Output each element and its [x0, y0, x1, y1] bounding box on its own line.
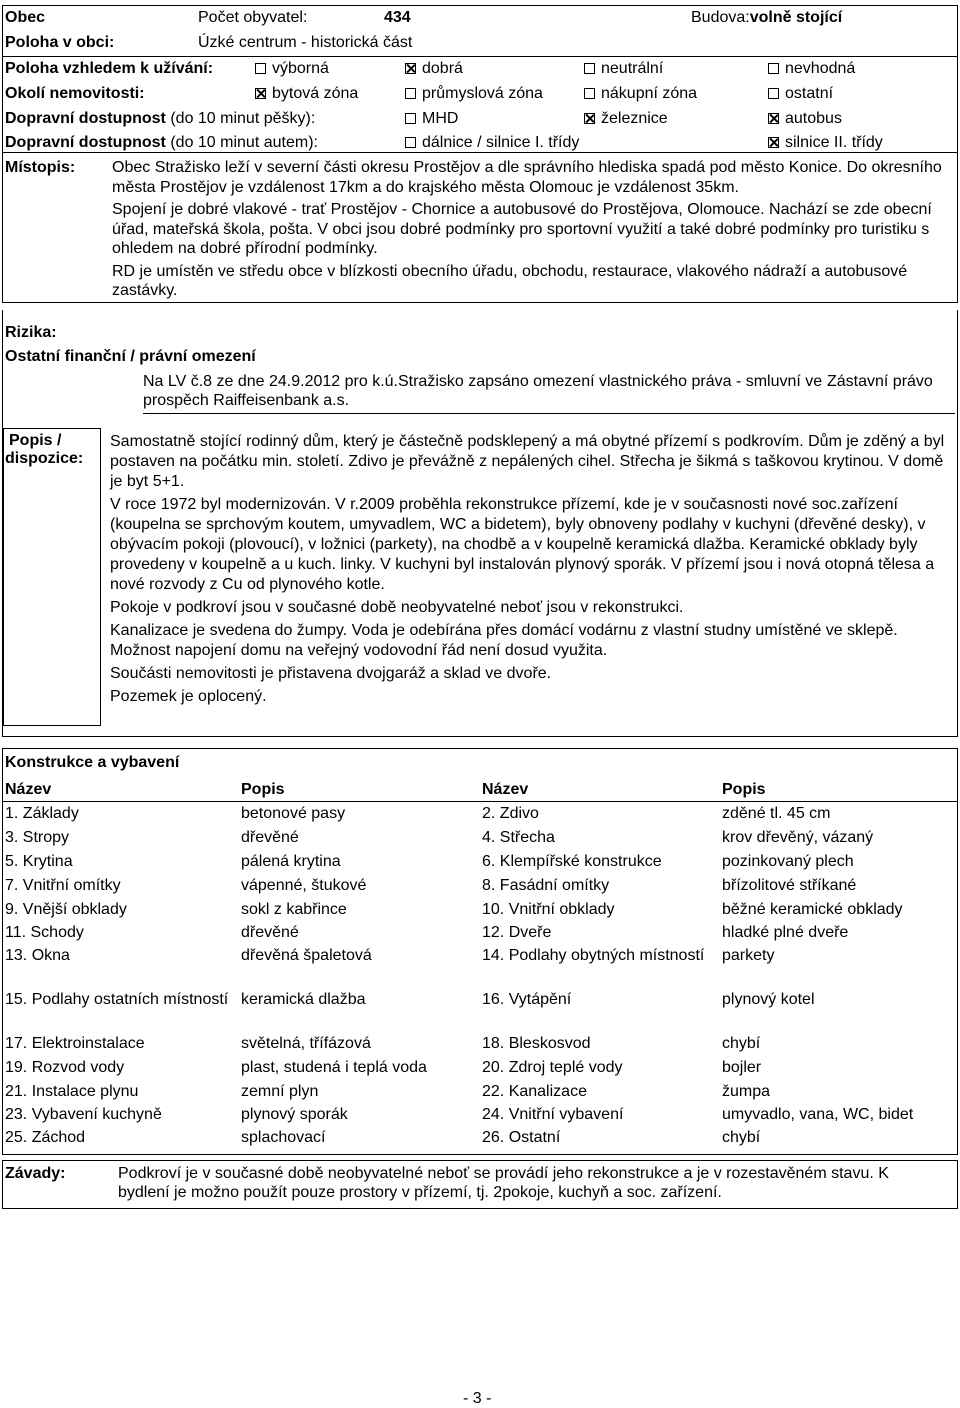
option-ostatni[interactable]: ostatní: [768, 84, 833, 103]
table-cell-popis: dřevěné: [241, 829, 299, 846]
table-cell-popis: krov dřevěný, vázaný: [722, 829, 874, 846]
table-cell-popis: parkety: [722, 947, 775, 964]
checkbox-icon[interactable]: [768, 63, 779, 74]
omezeni-type: Zástavní právo: [827, 373, 933, 390]
table-header-nazev: Název: [5, 781, 52, 798]
option-nakupni-zona[interactable]: nákupní zóna: [584, 84, 697, 103]
table-cell-nazev: 9. Vnější obklady: [5, 901, 127, 918]
budova-value: volně stojící: [749, 9, 843, 26]
popis-paragraph: V roce 1972 byl modernizován. V r.2009 proběhla rekonstrukce přízemí, kde je v současnosti nové soc.zařízení (koupelna se sprchovým koutem, umyvadlem, WC a bidetem), byly obnoveny podlahy v kuchyni (dřevěné desky), v obývacím pokoji (plovoucí), v ložnici (parkety), na chodbě a v koupelně keramická dlažba. Keramické obklady byly provedeny v koupelně a u kuch. linky. V kuchyni byl instalován plynový sporák. V přízemí jsou i nová otopná tělesa a nové rozvody z Cu od plynového kotle.: [110, 496, 935, 593]
checkbox-icon[interactable]: [768, 88, 779, 99]
table-cell-popis: vápenné, štukové: [241, 877, 367, 894]
mistopis-paragraph: Spojení je dobré vlakové - trať Prostějov - Chornice a autobusové do Prostějova, Olomouce. Nachází se zde obecní úřad, mateřská škola, pošta. V obci jsou dobré podmínky pro sportovní využití a také dobré podmínky pro turistiku s ohledem na dobré přírodní podmínky.: [112, 201, 932, 257]
table-cell-popis: chybí: [722, 1129, 761, 1146]
table-cell-nazev: 1. Základy: [5, 805, 79, 822]
checkbox-checked-icon[interactable]: [405, 63, 416, 74]
popis-paragraph: Pokoje v podkroví jsou v současné době neobyvatelné neboť jsou v rekonstrukci.: [110, 599, 684, 616]
table-cell-popis: hladké plné dveře: [722, 924, 849, 941]
table-cell-popis: plast, studená i teplá voda: [241, 1059, 427, 1076]
obec-label: Obec: [5, 9, 46, 26]
table-cell-nazev: 5. Krytina: [5, 853, 73, 870]
poloha-obec-label: Poloha v obci:: [5, 34, 115, 51]
table-cell-nazev: 23. Vybavení kuchyně: [5, 1106, 162, 1123]
table-cell-popis: dřevěné: [241, 924, 299, 941]
poloha-obec-value: Úzké centrum - historická část: [198, 34, 413, 51]
table-cell-nazev: 11. Schody: [5, 924, 84, 941]
table-cell-nazev: 20. Zdroj teplé vody: [482, 1059, 623, 1076]
table-cell-nazev: 15. Podlahy ostatních místností: [5, 991, 229, 1008]
table-cell-nazev: 25. Záchod: [5, 1129, 86, 1146]
table-cell-nazev: 22. Kanalizace: [482, 1083, 587, 1100]
table-cell-nazev: 18. Bleskosvod: [482, 1035, 591, 1052]
mistopis-label: Místopis:: [5, 159, 76, 176]
zavady-label: Závady:: [5, 1165, 66, 1182]
checkbox-icon[interactable]: [255, 63, 266, 74]
checkbox-checked-icon[interactable]: [768, 113, 779, 124]
option-zeleznice[interactable]: železnice: [584, 109, 668, 128]
table-cell-popis: umyvadlo, vana, WC, bidet: [722, 1106, 914, 1123]
table-cell-popis: plynový kotel: [722, 991, 815, 1008]
table-cell-popis: plynový sporák: [241, 1106, 348, 1123]
popis-label-line1: Popis /: [9, 432, 62, 449]
table-cell-nazev: 16. Vytápění: [482, 991, 572, 1008]
table-cell-nazev: 3. Stropy: [5, 829, 70, 846]
option-dalnice[interactable]: dálnice / silnice I. třídy: [405, 133, 579, 152]
zavady-text: Podkroví je v současné době neobyvatelné neboť se provádí jeho rekonstrukce a je v rozestavěném stavu. K bydlení je možno použít pouze prostory v přízemí, tj. 2pokoje, kuchyň a soc. zařízení.: [118, 1165, 889, 1201]
popis-label-line2: dispozice:: [5, 450, 84, 467]
table-cell-nazev: 7. Vnitřní omítky: [5, 877, 121, 894]
table-cell-nazev: 17. Elektroinstalace: [5, 1035, 145, 1052]
option-bytova-zona[interactable]: bytová zóna: [255, 84, 358, 103]
table-cell-popis: chybí: [722, 1035, 761, 1052]
option-silnice-ii[interactable]: silnice II. třídy: [768, 133, 883, 152]
dop-auto-label: Dopravní dostupnost (do 10 minut autem):: [5, 134, 318, 151]
table-cell-popis: sokl z kabřince: [241, 901, 347, 918]
popis-paragraph: Samostatně stojící rodinný dům, který je částečně podsklepený a má obytné přízemí s podkrovím. Dům je zděný a byl postaven na počátku min. století. Zdivo je převážně z nepálených cihel. Střecha je šikmá s taškovou krytinou. V domě je byt 5+1.: [110, 433, 945, 490]
table-cell-popis: betonové pasy: [241, 805, 346, 822]
table-cell-popis: břízolitové stříkané: [722, 877, 857, 894]
checkbox-checked-icon[interactable]: [584, 113, 595, 124]
table-cell-nazev: 21. Instalace plynu: [5, 1083, 139, 1100]
checkbox-icon[interactable]: [405, 113, 416, 124]
table-cell-popis: zemní plyn: [241, 1083, 319, 1100]
popis-paragraph: Pozemek je oplocený.: [110, 688, 267, 705]
okoli-label: Okolí nemovitosti:: [5, 85, 145, 102]
option-nevhodna[interactable]: nevhodná: [768, 59, 855, 78]
checkbox-checked-icon[interactable]: [255, 88, 266, 99]
pocet-obyvatel-value: 434: [384, 9, 411, 26]
option-prumyslova-zona[interactable]: průmyslová zóna: [405, 84, 543, 103]
checkbox-checked-icon[interactable]: [768, 137, 779, 148]
mistopis-text: [112, 158, 948, 304]
popis-paragraph: Kanalizace je svedena do žumpy. Voda je odebírána přes domácí vodárnu z vlastní studny umístěné ve sklepě. Možnost napojení domu na veřejný vodovodní řád není dosud využita.: [110, 622, 898, 659]
table-cell-nazev: 4. Střecha: [482, 829, 555, 846]
table-cell-nazev: 13. Okna: [5, 947, 70, 964]
option-autobus[interactable]: autobus: [768, 109, 842, 128]
table-cell-nazev: 26. Ostatní: [482, 1129, 561, 1146]
table-header-popis: Popis: [241, 781, 285, 798]
option-neutralni[interactable]: neutrální: [584, 59, 663, 78]
table-cell-nazev: 14. Podlahy obytných místností: [482, 947, 705, 964]
pocet-obyvatel-label: Počet obyvatel:: [198, 9, 308, 26]
dop-pesky-label: Dopravní dostupnost (do 10 minut pěšky):: [5, 110, 316, 127]
checkbox-icon[interactable]: [405, 88, 416, 99]
table-cell-popis: pozinkovaný plech: [722, 853, 854, 870]
table-cell-popis: světelná, třífázová: [241, 1035, 371, 1052]
table-cell-nazev: 2. Zdivo: [482, 805, 539, 822]
option-mhd[interactable]: MHD: [405, 109, 458, 128]
table-cell-popis: pálená krytina: [241, 853, 341, 870]
checkbox-icon[interactable]: [584, 88, 595, 99]
table-cell-popis: splachovací: [241, 1129, 326, 1146]
popis-text: [110, 432, 950, 710]
checkbox-icon[interactable]: [405, 137, 416, 148]
option-dobra[interactable]: dobrá: [405, 59, 463, 78]
konstrukce-title: Konstrukce a vybavení: [5, 754, 180, 771]
mistopis-paragraph: Obec Stražisko leží v severní části okresu Prostějov a dle správního hlediska spadá pod město Konice. Do okresního města Prostějov je vzdálenost 17km a do krajského města Olomouc je vzdálenost 35km.: [112, 159, 942, 196]
checkbox-icon[interactable]: [584, 63, 595, 74]
table-cell-popis: bojler: [722, 1059, 762, 1076]
table-cell-popis: zděné tl. 45 cm: [722, 805, 831, 822]
option-vyborna[interactable]: výborná: [255, 59, 329, 78]
mistopis-paragraph: RD je umístěn ve středu obce v blízkosti obecního úřadu, obchodu, restaurace, vlakového nádraží a autobusové zastávky.: [112, 262, 908, 299]
popis-paragraph: Součásti nemovitosti je přistavena dvojgaráž a sklad ve dvoře.: [110, 665, 552, 682]
table-cell-nazev: 10. Vnitřní obklady: [482, 901, 615, 918]
table-header-nazev-2: Název: [482, 781, 529, 798]
table-cell-popis: keramická dlažba: [241, 991, 366, 1008]
omezeni-label: Ostatní finanční / právní omezení: [5, 348, 256, 365]
table-header-popis-2: Popis: [722, 781, 766, 798]
table-cell-popis: běžné keramické obklady: [722, 901, 903, 918]
rizika-label: Rizika:: [5, 324, 57, 341]
popis-label-box: [3, 428, 101, 726]
table-cell-popis: dřevěná špaletová: [241, 947, 372, 964]
budova-label: Budova:: [691, 9, 750, 26]
budova-field: [691, 8, 842, 27]
table-cell-nazev: 24. Vnitřní vybavení: [482, 1106, 624, 1123]
table-cell-nazev: 19. Rozvod vody: [5, 1059, 125, 1076]
table-cell-nazev: 12. Dveře: [482, 924, 552, 941]
page-number: - 3 -: [463, 1390, 492, 1407]
table-cell-nazev: 8. Fasádní omítky: [482, 877, 610, 894]
omezeni-text: Na LV č.8 ze dne 24.9.2012 pro k.ú.Stražisko zapsáno omezení vlastnického práva - smluvní ve prospěch Raiffeisenbank a.s.: [143, 373, 823, 409]
table-cell-nazev: 6. Klempířské konstrukce: [482, 853, 662, 870]
poloha-uziv-label: Poloha vzhledem k užívání:: [5, 60, 214, 77]
table-cell-popis: žumpa: [722, 1083, 771, 1100]
